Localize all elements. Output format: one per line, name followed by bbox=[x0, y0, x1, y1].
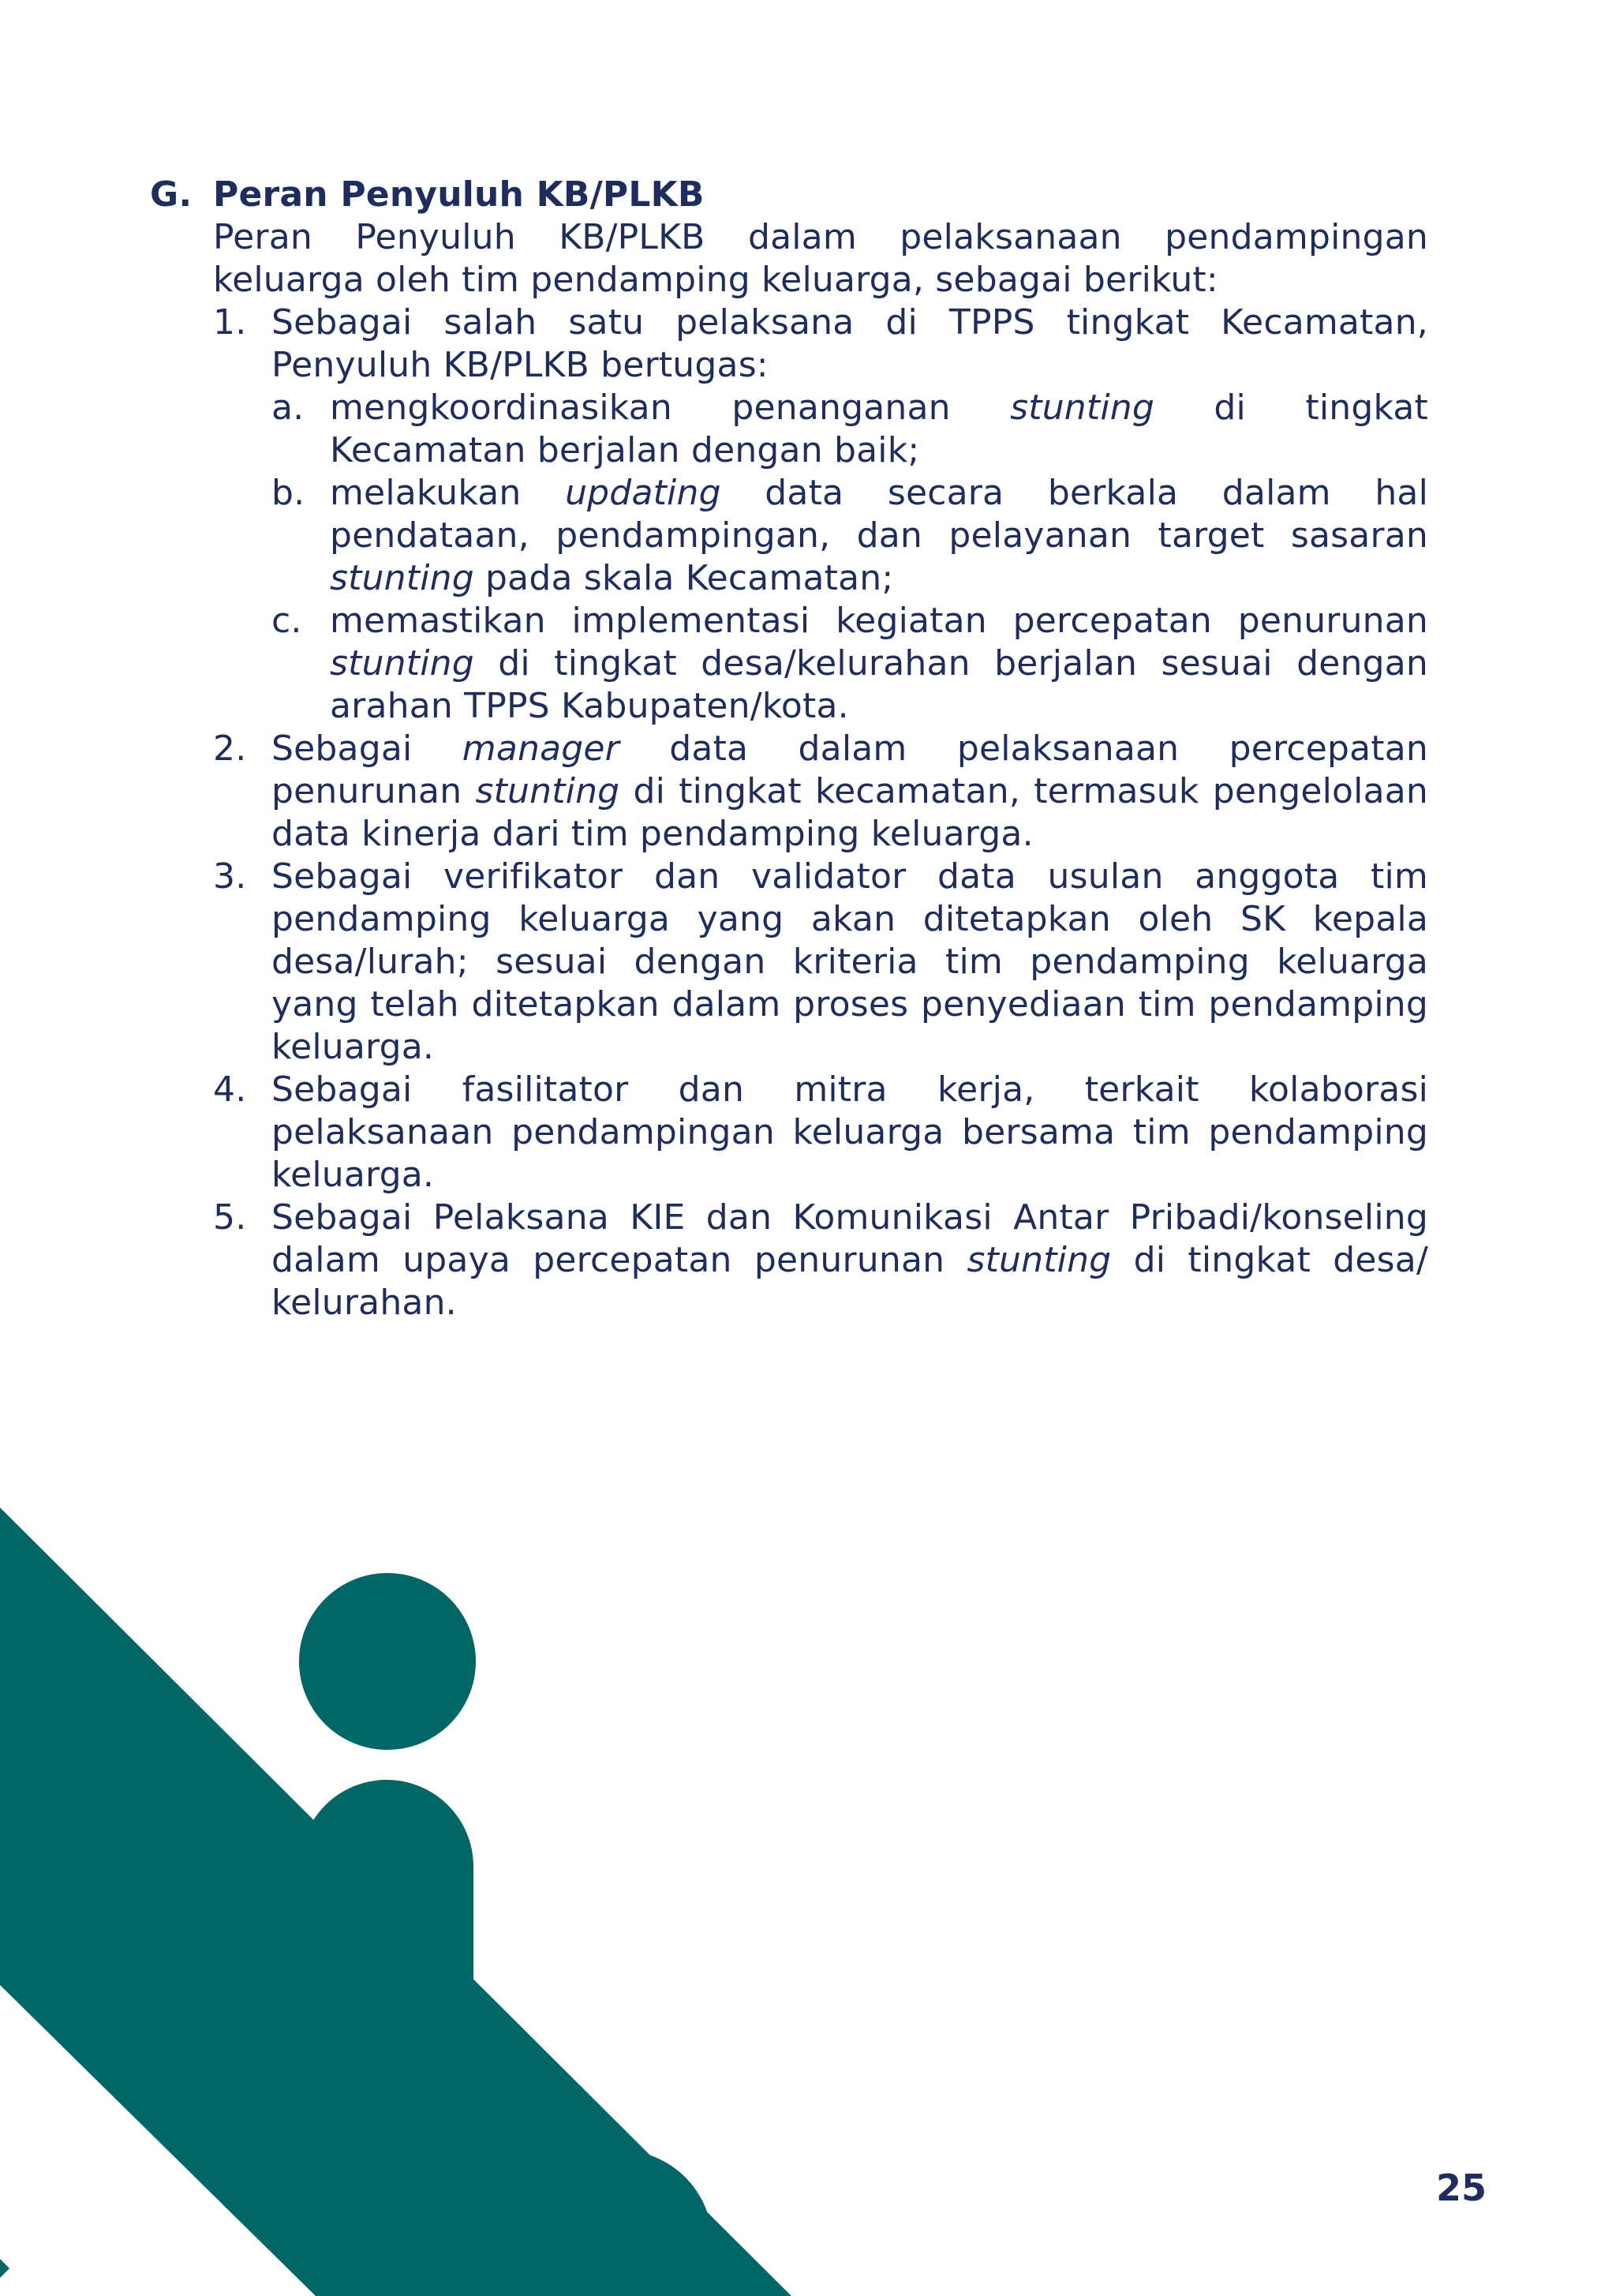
item-number: 4. bbox=[213, 1069, 247, 1110]
text-span: pada skala Kecamatan; bbox=[473, 558, 894, 598]
sub-item-letter: c. bbox=[271, 601, 302, 641]
italic-term: stunting bbox=[967, 1240, 1112, 1280]
item-text: Sebagai salah satu pelaksana di TPPS tingkat Kecamatan, Penyuluh KB/PLKB bertugas: bbox=[271, 302, 1428, 385]
list-item bbox=[213, 1069, 1428, 1197]
sub-item-text bbox=[330, 387, 1428, 472]
item-text: Sebagai fasilitator dan mitra kerja, terkait kolaborasi pelaksanaan pendampingan keluarga bersama tim pendamping keluarga. bbox=[271, 1069, 1428, 1195]
text-span: di tingkat kecamatan, termasuk pengelolaan data kinerja dari tim pendamping keluarga. bbox=[271, 771, 1428, 854]
sub-list-item bbox=[271, 472, 1428, 600]
text-span: memastikan implementasi kegiatan percepatan penurunan bbox=[330, 601, 1428, 641]
item-body bbox=[271, 302, 1428, 728]
page-number: 25 bbox=[1436, 2167, 1487, 2209]
item-number: 1. bbox=[213, 302, 247, 343]
section-heading bbox=[150, 174, 1428, 216]
list-item bbox=[213, 302, 1428, 728]
italic-term: manager bbox=[462, 729, 619, 769]
section-title: Peran Penyuluh KB/PLKB bbox=[213, 174, 705, 215]
text-span: mengkoordinasikan penanganan bbox=[330, 388, 1011, 428]
sub-list bbox=[271, 387, 1428, 728]
item-text bbox=[271, 1197, 1428, 1324]
corner-chevron-shape bbox=[0, 2259, 9, 2278]
italic-term: stunting bbox=[330, 558, 474, 598]
item-number: 2. bbox=[213, 729, 247, 769]
list-item bbox=[213, 728, 1428, 856]
item-text bbox=[271, 728, 1428, 856]
list-item bbox=[213, 1197, 1428, 1324]
text-span: di tingkat desa/kelurahan berjalan sesuai dengan arahan TPPS Kabupaten/kota. bbox=[330, 643, 1428, 726]
italic-term: stunting bbox=[1010, 388, 1154, 428]
content-area bbox=[150, 174, 1428, 1324]
italic-term: stunting bbox=[330, 643, 474, 684]
italic-term: stunting bbox=[475, 771, 620, 811]
section-letter: G. bbox=[150, 174, 193, 215]
sub-item-text bbox=[330, 600, 1428, 728]
sub-list-item bbox=[271, 387, 1428, 472]
text-span: melakukan bbox=[330, 473, 566, 513]
list-item bbox=[213, 856, 1428, 1069]
text-span: di tingkat desa/ kelurahan. bbox=[271, 1240, 1428, 1323]
sub-list-item bbox=[271, 600, 1428, 728]
text-span: data dalam pelaksanaan percepatan penurunan bbox=[271, 729, 1428, 811]
section-intro: Peran Penyuluh KB/PLKB dalam pelaksanaan pendampingan keluarga oleh tim pendamping keluarga, sebagai berikut: bbox=[213, 217, 1428, 300]
text-span: Sebagai bbox=[271, 729, 462, 769]
sub-item-letter: b. bbox=[271, 473, 305, 513]
sub-item-letter: a. bbox=[271, 388, 305, 428]
item-number: 5. bbox=[213, 1197, 247, 1238]
figure-head-circle bbox=[299, 1573, 476, 1750]
text-span: data secara berkala dalam hal pendataan, pendampingan, dan pelayanan target sasaran bbox=[330, 473, 1428, 556]
sub-item-text bbox=[330, 472, 1428, 600]
item-text: Sebagai verifikator dan validator data usulan anggota tim pendamping keluarga yang akan ditetapkan oleh SK kepala desa/lurah; sesuai dengan kriteria tim pendamping keluarga yang telah ditetapkan dalam proses penyediaan tim pendamping keluarga. bbox=[271, 856, 1428, 1067]
main-list bbox=[150, 302, 1428, 1324]
italic-term: updating bbox=[565, 473, 721, 513]
text-span: Sebagai Pelaksana KIE dan Komunikasi Antar Pribadi/konseling dalam upaya percepatan penurunan bbox=[271, 1197, 1428, 1280]
item-number: 3. bbox=[213, 856, 247, 897]
text-span: di tingkat Kecamatan berjalan dengan baik; bbox=[330, 388, 1428, 470]
